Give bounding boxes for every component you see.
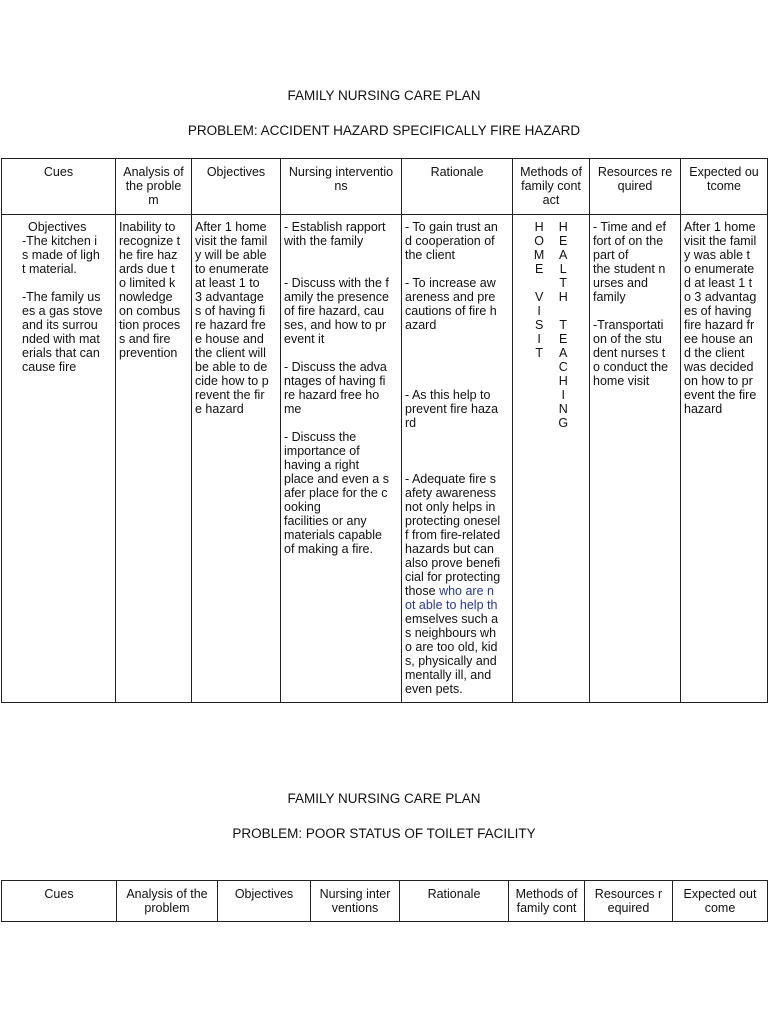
plan1-problem: PROBLEM: ACCIDENT HAZARD SPECIFICALLY FIRE HAZARD [187,123,581,138]
header-objectives: Objectives [192,159,281,215]
cell-interventions: - Establish rapport with the family - Discuss with the f amily the presence of fire hazard, cau ses, and how to pr event it - Discuss the adva ntages of having fi re hazard free ho me - Discuss the importance of having a right place and even a s afer place for the c ooking facilities or any materials capable of making a fire. [281,215,402,703]
header2-resources: Resources r equired [585,881,673,922]
header-outcome: Expected ou tcome [681,159,768,215]
header2-interventions: Nursing inter ventions [311,881,400,922]
cell-cues [2,215,116,703]
cues-heading: Objectives [28,220,87,234]
plan2-title: FAMILY NURSING CARE PLAN [287,791,481,806]
cues-body: -The kitchen i s made of ligh t material. -The family us es a gas stove and its surrou nded with mat erials that can cause fire [22,234,103,374]
rationale-text-a: - To gain trust an d cooperation of the client - To increase aw areness and pre cautions of fire h azard - As this help to prevent fire haza rd - Adequate fire s afety awareness not only helps in protecting onesel f from fire-related hazards but can also prove benefi cial for protecting those [405,220,501,598]
methods-home-visit: H O M E V I S I T [533,220,545,360]
header2-outcome: Expected out come [673,881,768,922]
header2-cues: Cues [2,881,117,922]
cell-resources: - Time and ef fort of on the part of the student n urses and family -Transportati on of the stu dent nurses t o conduct the home visit [590,215,681,703]
cell-objectives: After 1 home visit the famil y will be able to enumerate at least 1 to 3 advantage s of having fi re hazard fre e house and the client will be able to de cide how to p revent the fir e hazard [192,215,281,703]
header2-objectives: Objectives [218,881,311,922]
care-plan-table-2 [1,880,768,922]
header-rationale: Rationale [402,159,513,215]
care-plan-table-1 [1,158,768,703]
methods-health-teaching: H E A L T H T E A C H I N G [558,220,569,430]
header-cues: Cues [2,159,116,215]
cell-rationale [402,215,513,703]
rationale-text-highlight: who are n ot able to help th [405,584,498,612]
cell-outcome: After 1 home visit the famil y was able t o enumerate d at least 1 t o 3 advantag es of having fire hazard fr ee house an d the client was decided on how to pr event the fire hazard [681,215,768,703]
header2-analysis: Analysis of the problem [117,881,218,922]
plan2-problem: PROBLEM: POOR STATUS OF TOILET FACILITY [232,826,536,841]
header2-methods: Methods of family cont [509,881,585,922]
plan1-title: FAMILY NURSING CARE PLAN [287,88,481,103]
header-analysis: Analysis of the proble m [116,159,192,215]
header-interventions: Nursing interventio ns [281,159,402,215]
header-resources: Resources re quired [590,159,681,215]
rationale-text-c: emselves such a s neighbours wh o are too old, kid s, physically and mentally ill, and even pets. [405,612,499,696]
cell-analysis: Inability to recognize t he fire haz ards due t o limited k nowledge on combus tion proces s and fire prevention [116,215,192,703]
header2-rationale: Rationale [400,881,509,922]
cell-methods [513,215,590,703]
header-methods: Methods of family cont act [513,159,590,215]
